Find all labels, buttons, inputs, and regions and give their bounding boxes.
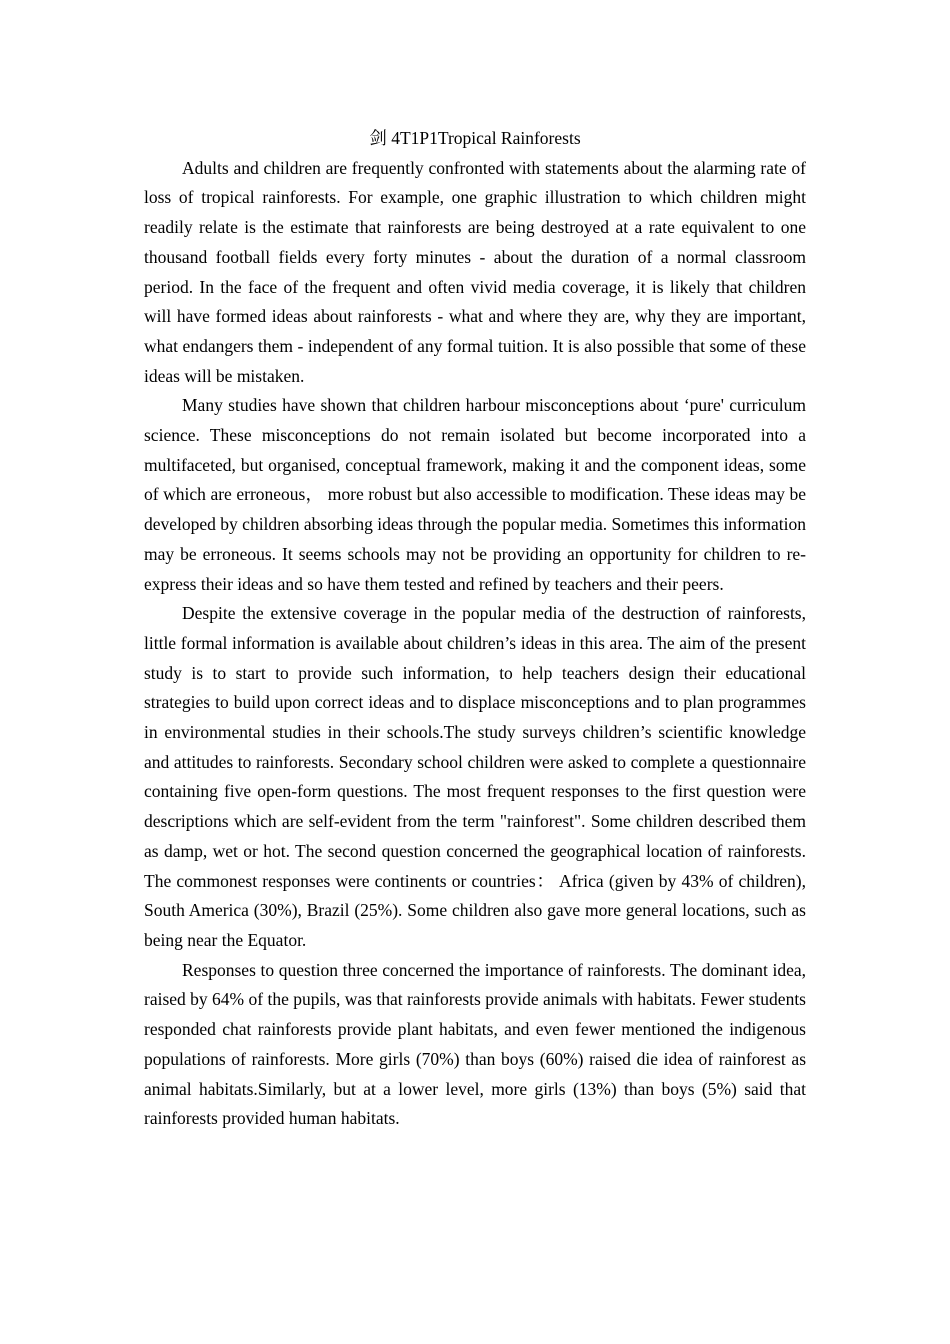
paragraph-2: Many studies have shown that children harbour misconceptions about ‘pure' curriculum science. These misconceptions do not remain isolated but become incorporated into a multifaceted, but organised, conceptual framework, making it and the component ideas, some of which are erroneous， more robust but also accessible to modification. These ideas may be developed by children absorbing ideas through the popular media. Sometimes this information may be erroneous. It seems schools may not be providing an opportunity for children to re-express their ideas and so have them tested and refined by teachers and their peers.	[144, 395, 806, 594]
document-body	[144, 124, 806, 1134]
paragraph-1: Adults and children are frequently confronted with statements about the alarming rate of loss of tropical rainforests. For example, one graphic illustration to which children might readily relate is the estimate that rainforests are being destroyed at a rate equivalent to one thousand football fields every forty minutes - about the duration of a normal classroom period. In the face of the frequent and often vivid media coverage, it is likely that children will have formed ideas about rainforests - what and where they are, why they are important, what endangers them - independent of any formal tuition. It is also possible that some of these ideas will be mistaken.	[144, 157, 806, 386]
document-title: 剑 4T1P1Tropical Rainforests	[369, 128, 581, 148]
paragraph-3: Despite the extensive coverage in the popular media of the destruction of rainforests, little formal information is available about children’s ideas in this area. The aim of the present study is to start to provide such information, to help teachers design their educational strategies to build upon correct ideas and to displace misconceptions and to plan programmes in environmental studies in their schools.The study surveys children’s scientific knowledge and attitudes to rainforests. Secondary school children were asked to complete a questionnaire containing five open-form questions. The most frequent responses to the first question were descriptions which are self-evident from the term "rainforest". Some children described them as damp, wet or hot. The second question concerned the geographical location of rainforests. The commonest responses were continents or countries： Africa (given by 43% of children), South America (30%), Brazil (25%). Some children also gave more general locations, such as being near the Equator.	[144, 603, 806, 950]
paragraph-4: Responses to question three concerned the importance of rainforests. The dominant idea, raised by 64% of the pupils, was that rainforests provide animals with habitats. Fewer students responded chat rainforests provide plant habitats, and even fewer mentioned the indigenous populations of rainforests. More girls (70%) than boys (60%) raised die idea of rainforest as animal habitats.Similarly, but at a lower level, more girls (13%) than boys (5%) said that rainforests provided human habitats.	[144, 959, 806, 1129]
